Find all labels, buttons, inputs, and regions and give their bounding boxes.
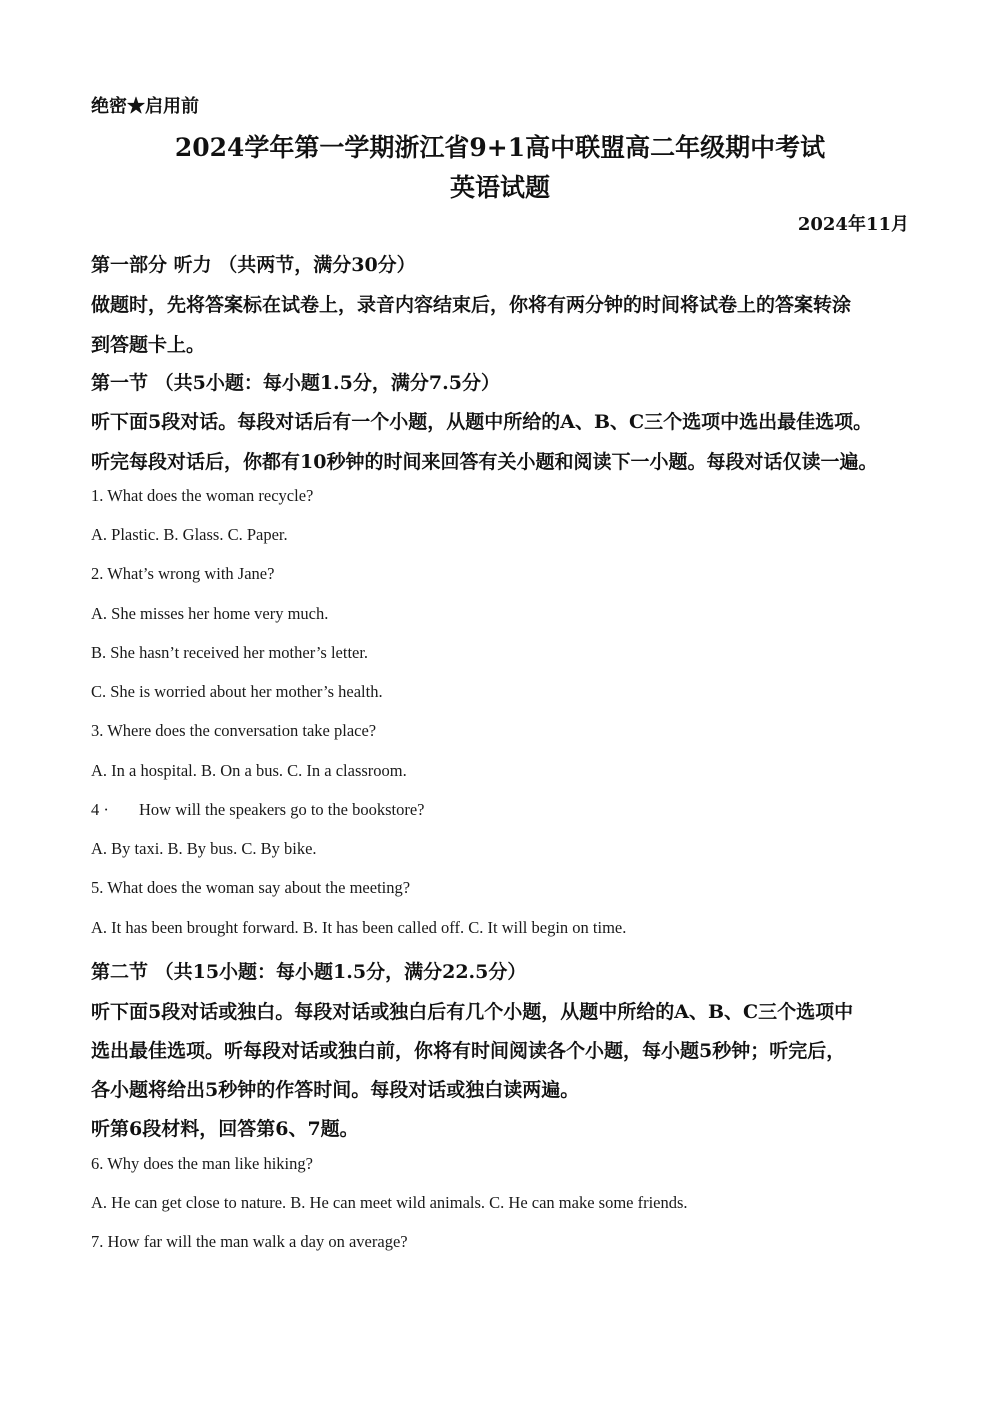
question-2-option-b: B. She hasn’t received her mother’s letter. xyxy=(91,643,369,662)
part1-instruction-line1: 做题时，先将答案标在试卷上，录音内容结束后，你将有两分钟的时间将试卷上的答案转涂 xyxy=(91,294,852,316)
question-7: 7. How far will the man walk a day on average? xyxy=(91,1232,408,1251)
question-3-options: A. In a hospital. B. On a bus. C. In a classroom. xyxy=(91,761,407,780)
question-5: 5. What does the woman say about the meeting? xyxy=(91,878,411,897)
section2-heading: 第二节 （共15小题：每小题1.5分，满分22.5分） xyxy=(91,961,527,983)
question-6: 6. Why does the man like hiking? xyxy=(91,1154,313,1173)
question-2-option-a: A. She misses her home very much. xyxy=(91,604,329,623)
exam-subtitle: 英语试题 xyxy=(449,173,550,202)
section1-heading: 第一节 （共5小题：每小题1.5分，满分7.5分） xyxy=(91,372,500,394)
question-2-option-c: C. She is worried about her mother’s health. xyxy=(91,682,383,701)
section2-instruction-line1: 听下面5段对话或独白。每段对话或独白后有几个小题，从题中所给的A、B、C三个选项中 xyxy=(91,1001,854,1023)
section1-instruction-line1: 听下面5段对话。每段对话后有一个小题，从题中所给的A、B、C三个选项中选出最佳选项。 xyxy=(91,411,873,433)
question-4: How will the speakers go to the bookstore? xyxy=(139,800,425,819)
question-4-options: A. By taxi. B. By bus. C. By bike. xyxy=(91,839,317,858)
confidential-label: 绝密★启用前 xyxy=(91,96,199,117)
exam-date: 2024年11月 xyxy=(797,214,909,235)
material-6-heading: 听第6段材料，回答第6、7题。 xyxy=(91,1118,359,1140)
section1-instruction-line2: 听完每段对话后，你都有10秒钟的时间来回答有关小题和阅读下一小题。每段对话仅读一遍。 xyxy=(91,451,878,473)
exam-title: 2024学年第一学期浙江省9+1高中联盟高二年级期中考试 xyxy=(174,133,826,162)
section2-instruction-line3: 各小题将给出5秒钟的作答时间。每段对话或独白读两遍。 xyxy=(91,1079,580,1101)
question-1-options: A. Plastic. B. Glass. C. Paper. xyxy=(91,525,288,544)
question-6-options: A. He can get close to nature. B. He can meet wild animals. C. He can make some friends. xyxy=(91,1193,688,1212)
question-5-options: A. It has been brought forward. B. It has been called off. C. It will begin on time. xyxy=(91,918,627,937)
question-1: 1. What does the woman recycle? xyxy=(91,486,314,505)
question-2: 2. What’s wrong with Jane? xyxy=(91,564,275,583)
section2-instruction-line2: 选出最佳选项。听每段对话或独白前，你将有时间阅读各个小题，每小题5秒钟；听完后， xyxy=(91,1040,846,1062)
part1-heading: 第一部分 听力 （共两节，满分30分） xyxy=(91,254,416,276)
part1-instruction-line2: 到答题卡上。 xyxy=(91,334,206,356)
question-4-number: 4 · xyxy=(91,800,109,819)
question-3: 3. Where does the conversation take place? xyxy=(91,721,377,740)
